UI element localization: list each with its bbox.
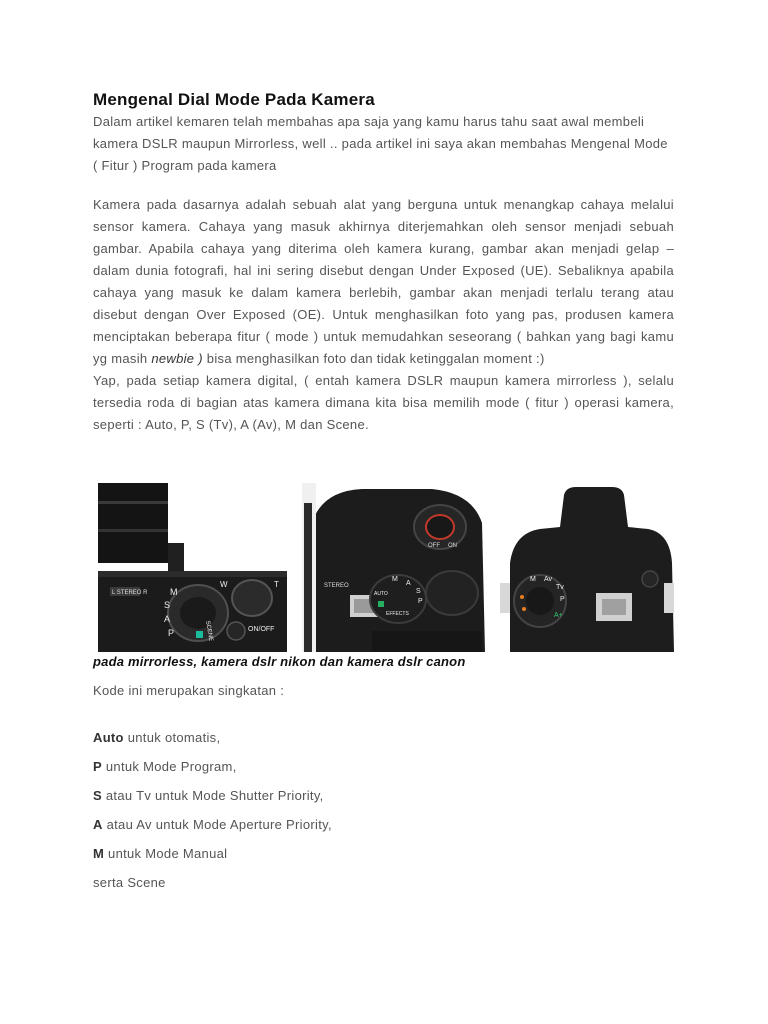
mirrorless-dial-p: P: [168, 628, 175, 638]
nikon-dial-s: S: [416, 588, 421, 595]
mode-desc: untuk Mode Manual: [104, 846, 228, 861]
nikon-label-on: ON: [448, 543, 457, 549]
canon-dial-auto: A+: [554, 612, 563, 619]
article-title: Mengenal Dial Mode Pada Kamera: [93, 90, 375, 109]
mode-desc: atau Tv untuk Mode Shutter Priority,: [101, 788, 324, 803]
mode-item-p: [93, 757, 332, 786]
mirrorless-dial-s: S: [164, 600, 171, 610]
canon-dial-m: M: [530, 576, 536, 583]
nikon-dial-p: P: [418, 598, 423, 605]
camera-photos: [98, 483, 674, 652]
mirrorless-dial-m: M: [170, 587, 178, 597]
photo-caption: pada mirrorless, kamera dslr nikon dan kamera dslr canon: [93, 654, 466, 669]
paragraph-1-before: Kamera pada dasarnya adalah sebuah alat yang berguna untuk menangkap cahaya melalui sensor kamera. Cahaya yang masuk akhirnya diterjemahkan oleh sensor menjadi sebuah gambar. Apabila cahaya yang diterima oleh kamera kurang, gambar akan menjadi gelap – dalam dunia fotografi, hal ini sering disebut dengan Under Exposed (UE). Sebaliknya apabila cahaya yang masuk ke dalam kamera berlebih, gambar akan menjadi terlalu terang atau disebut dengan Over Exposed (OE). Untuk menghasilkan foto yang pas, produsen kamera menciptakan beberapa fitur ( mode ) untuk memudahkan seseorang ( bahkan yang bagi kamu yg masih: [93, 197, 674, 366]
paragraph-1-after: bisa menghasilkan foto dan tidak ketinggalan moment :): [202, 351, 545, 366]
paragraph-2: Yap, pada setiap kamera digital, ( entah kamera DSLR maupun kamera mirrorless ), selalu tersedia roda di bagian atas kamera dimana kita bisa memilih mode ( fitur ) operasi kamera, seperti : Auto, P, S (Tv), A (Av), M dan Scene.: [93, 373, 674, 432]
mirrorless-dial-a: A: [164, 614, 171, 624]
canon-dial-p: P: [560, 596, 565, 603]
mode-list: [93, 728, 332, 902]
nikon-dslr-image: [302, 483, 485, 652]
mode-code: M: [93, 846, 105, 861]
mode-item-a: [93, 815, 332, 844]
canon-dial-av: Av: [544, 576, 553, 583]
newbie-emphasis: newbie ): [151, 351, 203, 366]
mirrorless-label-stereo: L STEREO R: [112, 590, 148, 596]
mode-item-m: [93, 844, 332, 873]
mode-item-s: [93, 786, 332, 815]
mirrorless-zoom-t: T: [274, 580, 279, 589]
mode-item-scene: serta Scene: [93, 875, 166, 890]
nikon-label-off: OFF: [428, 543, 440, 549]
mode-code: P: [93, 759, 102, 774]
canon-dslr-photo: [500, 483, 674, 652]
mirrorless-power-label: ON/OFF: [248, 626, 275, 633]
body-text: [93, 194, 674, 436]
intro-paragraph: Dalam artikel kemaren telah membahas apa saja yang kamu harus tahu saat awal membeli kamera DSLR maupun Mirrorless, well .. pada artikel ini saya akan membahas Mengenal Mode ( Fitur ) Program pada kamera: [93, 114, 668, 173]
paragraph-1: [93, 194, 674, 370]
nikon-dial-auto: AUTO: [374, 591, 388, 597]
mirrorless-camera-image: [98, 483, 287, 652]
mirrorless-camera-photo: [98, 483, 287, 652]
mode-desc: atau Av untuk Mode Aperture Priority,: [102, 817, 332, 832]
mode-desc: untuk otomatis,: [123, 730, 221, 745]
mirrorless-dial-scene: SCENE: [204, 620, 214, 642]
nikon-label-stereo: STEREO: [324, 583, 349, 589]
nikon-dial-m: M: [392, 576, 398, 583]
nikon-dslr-photo: [302, 483, 485, 652]
canon-dslr-image: [500, 483, 674, 652]
mode-desc: untuk Mode Program,: [101, 759, 237, 774]
nikon-dial-effects: EFFECTS: [386, 611, 409, 617]
mode-code: S: [93, 788, 102, 803]
canon-dial-tv: Tv: [556, 584, 564, 591]
mirrorless-zoom-w: W: [220, 580, 228, 589]
mode-code: A: [93, 817, 103, 832]
nikon-dial-a: A: [406, 580, 411, 587]
kode-intro: Kode ini merupakan singkatan :: [93, 683, 285, 698]
mode-code: Auto: [93, 730, 124, 745]
mode-item-auto: [93, 728, 332, 757]
